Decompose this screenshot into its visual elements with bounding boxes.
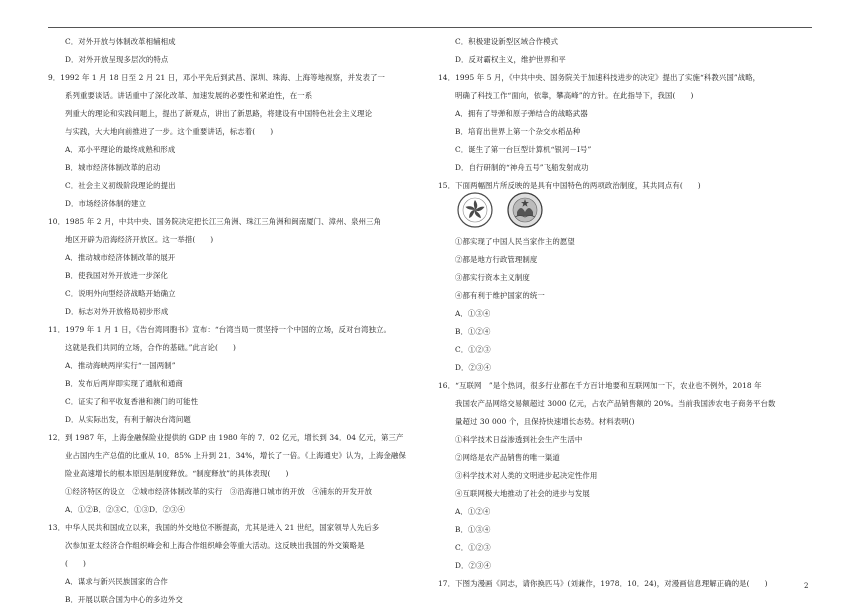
q15-option-b: B．①②④ xyxy=(455,327,491,336)
q12-statements: ①经济特区的设立 ②城市经济体制改革的实行 ③沿海港口城市的开放 ④浦东的开发开放 xyxy=(65,487,373,496)
q15-statement-2: ②都是地方行政管理制度 xyxy=(455,255,538,264)
q15-stem: 15．下面两幅图片所反映的是具有中国特色的两项政治制度，其共同点有( ) xyxy=(438,181,701,190)
q9-stem-line-1: 9．1992 年 1 月 18 日至 2 月 21 日，邓小平先后到武昌、深圳、珠海、上海等地视察，并发表了一 xyxy=(48,73,386,82)
q16-option-b: B．①③④ xyxy=(455,525,491,534)
q15-option-c: C．①②③ xyxy=(455,345,491,354)
q16-stem-line-1: 16．“互联网 ”是个热词，很多行业都在千方百计地要和互联网加一下，农业也不例外，2018 年 xyxy=(438,381,762,390)
q16-statement-3: ③科学技术对人类的文明进步起决定性作用 xyxy=(455,471,598,480)
q12-stem-line-2: 业占国内生产总值的比重从 10．85% 上升到 21．34%，增长了一倍。《上海通史》认为，上海金融保 xyxy=(65,451,406,460)
q14-stem-line-1: 14．1995 年 5 月，《中共中央、国务院关于加速科技进步的决定》提出了实施“科教兴国”战略， xyxy=(438,73,761,82)
q15-statement-3: ③都实行资本主义制度 xyxy=(455,273,530,282)
q10-option-c: C．说明外向型经济战略开始确立 xyxy=(65,289,176,298)
q10-option-b: B．使我国对外开放进一步深化 xyxy=(65,271,168,280)
q9-stem-line-2: 系列重要谈话。讲话重中了深化改革、加速发展的必要性和紧迫性，在一系 xyxy=(65,91,313,100)
q15-emblems-figure xyxy=(455,190,555,230)
q15-option-a: A．①③④ xyxy=(455,309,491,318)
q8-option-c: C．对外开放与体制改革相辅相成 xyxy=(65,37,176,46)
q15-option-d: D．②③④ xyxy=(455,363,491,372)
q10-stem-line-2: 地区开辟为沿海经济开放区。这一举措( ) xyxy=(65,235,214,244)
q15-statement-1: ①都实现了中国人民当家作主的愿望 xyxy=(455,237,575,246)
q14-option-d: D．自行研制的“神舟五号”飞船发射成功 xyxy=(455,163,589,172)
q10-option-d: D．标志对外开放格局初步形成 xyxy=(65,307,169,316)
q15-statement-4: ④都有利于维护国家的统一 xyxy=(455,291,545,300)
q12-stem-line-3: 险业高速增长的根本原因是制度释放。“制度释放”的具体表现( ) xyxy=(65,469,289,478)
q8-option-d: D．对外开放呈现多层次的特点 xyxy=(65,55,169,64)
q11-option-b: B．发布后两岸即实现了通航和通商 xyxy=(65,379,183,388)
hong-kong-emblem-icon xyxy=(458,193,492,227)
q16-stem-line-3: 量超过 30 000 个，且保持快速增长态势。材料表明() xyxy=(455,417,635,426)
q13-option-a: A．谋求与新兴民族国家的合作 xyxy=(65,577,168,586)
q11-option-a: A．推动海峡两岸实行“一国两制” xyxy=(65,361,176,370)
q9-option-b: B．城市经济体制改革的启动 xyxy=(65,163,161,172)
q16-stem-line-2: 我国农产品网络交易额超过 3000 亿元，占农产品销售额的 20%。当前我国涉农电子商务平台数 xyxy=(455,399,776,408)
q13-stem-line-1: 13．中华人民共和国成立以来，我国的外交地位不断提高，尤其是进入 21 世纪，国家领导人先后多 xyxy=(48,523,380,532)
q16-option-a: A．①②④ xyxy=(455,507,491,516)
top-rule xyxy=(48,27,812,28)
q11-stem-line-2: 这就是我们共同的立场，合作的基础。”此言论( ) xyxy=(65,343,236,352)
q16-option-d: D．②③④ xyxy=(455,561,491,570)
q16-statement-4: ④互联网极大地推动了社会的进步与发展 xyxy=(455,489,590,498)
q14-option-b: B．培育出世界上第一个杂交水稻品种 xyxy=(455,127,581,136)
q10-option-a: A．推动城市经济体制改革的展开 xyxy=(65,253,176,262)
q14-option-a: A．拥有了导弹和原子弹结合的战略武器 xyxy=(455,109,588,118)
q12-options: A．①②B．②③C．①③D．②③④ xyxy=(65,505,186,514)
q13-option-c: C．积极建设新型区域合作模式 xyxy=(455,37,559,46)
q9-option-c: C．社会主义初级阶段理论的提出 xyxy=(65,181,176,190)
q16-option-c: C．①②③ xyxy=(455,543,491,552)
q9-option-d: D．市场经济体制的建立 xyxy=(65,199,146,208)
macau-emblem-icon xyxy=(508,193,542,227)
q13-stem-line-2: 次参加亚太经济合作组织峰会和上海合作组织峰会等重大活动。这反映出我国的外交策略是 xyxy=(65,541,365,550)
q13-option-d: D．反对霸权主义，维护世界和平 xyxy=(455,55,566,64)
q10-stem-line-1: 10．1985 年 2 月，中共中央、国务院决定把长江三角洲、珠江三角洲和闽南厦门、漳州、泉州三角 xyxy=(48,217,382,226)
q13-option-b: B．开展以联合国为中心的多边外交 xyxy=(65,595,183,604)
q12-stem-line-1: 12．到 1987 年，上海金融保险业提供的 GDP 由 1980 年的 7．02 亿元，增长到 34．04 亿元，第三产 xyxy=(48,433,404,442)
q14-stem-line-2: 明确了科技工作“面向，依靠，攀高峰”的方针。在此指导下，我国( ) xyxy=(455,91,694,100)
q9-stem-line-4: 与实践，大大地向前推进了一步。这个重要讲话，标志着( ) xyxy=(65,127,274,136)
q16-statement-1: ①科学技术日益渗透到社会生产生活中 xyxy=(455,435,583,444)
q13-stem-line-3: ( ) xyxy=(65,559,86,568)
q11-option-c: C．证实了和平收复香港和澳门的可能性 xyxy=(65,397,199,406)
q9-option-a: A．邓小平理论的最终成熟和形成 xyxy=(65,145,176,154)
q17-stem: 17．下图为漫画《同志，请你换匹马》(刘兼作，1978．10．24)，对漫画信息理解正确的是( ) xyxy=(438,579,768,588)
q9-stem-line-3: 列重大的理论和实践问题上，提出了新观点，讲出了新思路，将建设有中国特色社会主义理论 xyxy=(65,109,373,118)
page-number: 2 xyxy=(804,582,809,590)
q16-statement-2: ②网络是农产品销售的唯一渠道 xyxy=(455,453,560,462)
q11-option-d: D．从实际出发，有利于解决台湾问题 xyxy=(65,415,191,424)
q11-stem-line-1: 11．1979 年 1 月 1 日，《告台湾同胞书》宣布：“台湾当局一贯坚持一个中国的立场，反对台湾独立。 xyxy=(48,325,391,334)
q14-option-c: C．诞生了第一台巨型计算机“银河－Ⅰ号” xyxy=(455,145,592,154)
